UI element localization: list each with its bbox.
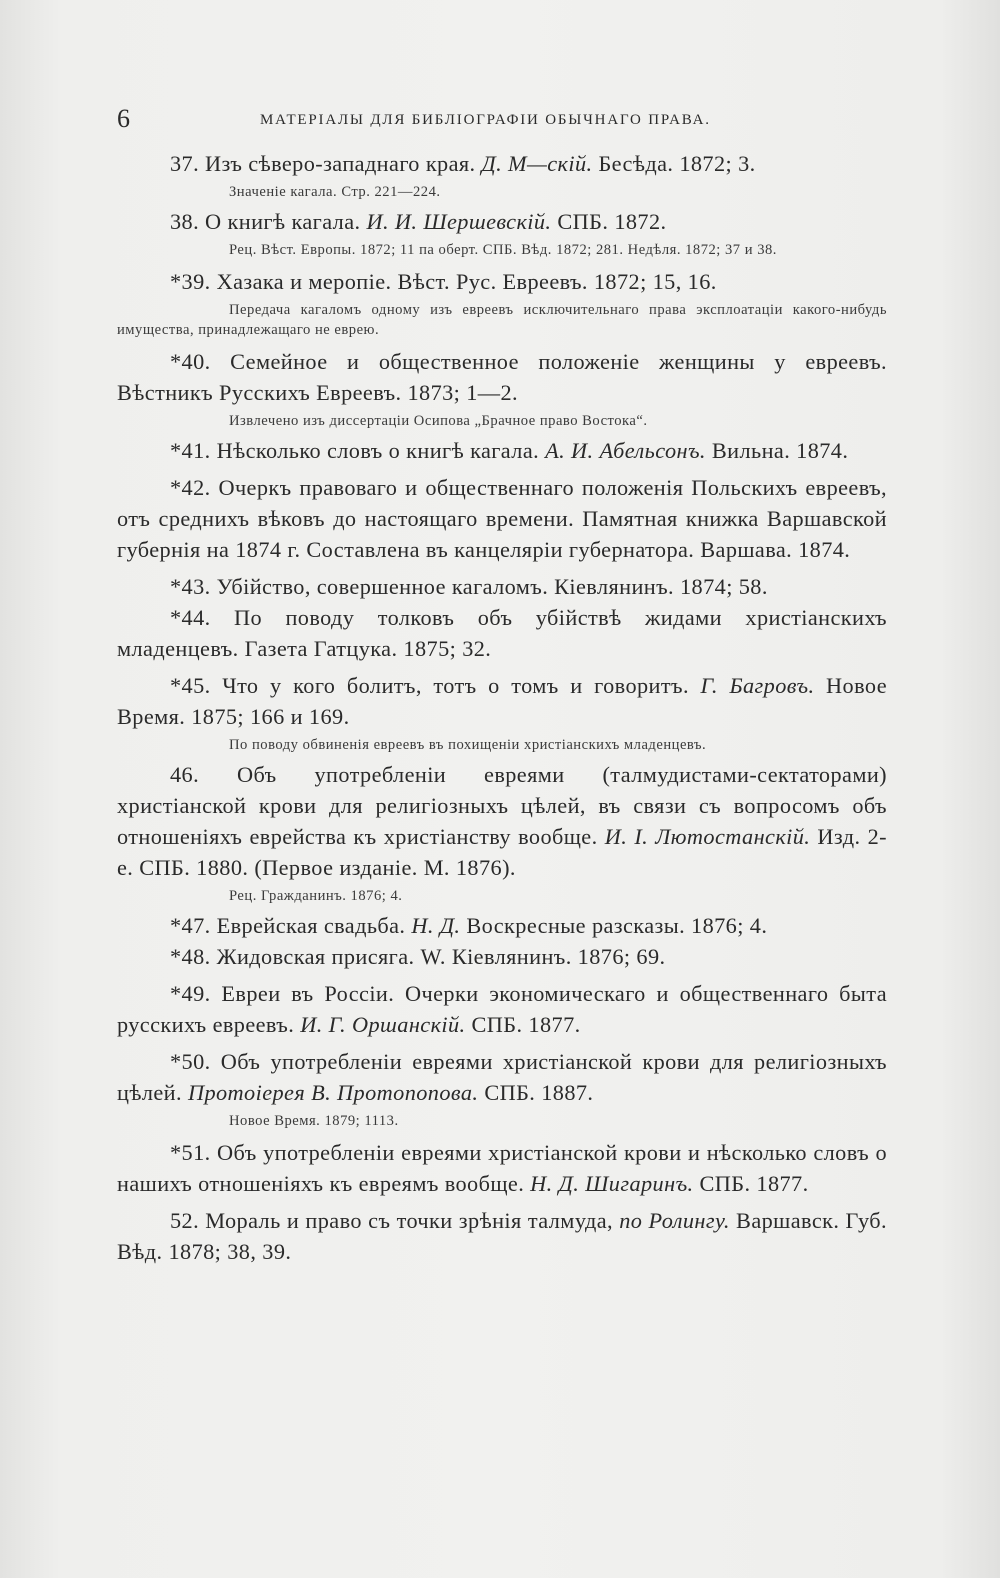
bibliography-entry-46 xyxy=(117,759,887,883)
entry-text: Еврейская свадьба. xyxy=(210,913,412,938)
bibliography-entry-45 xyxy=(117,670,887,732)
entry-text: Жидовская присяга. W. Кіевлянинъ. 1876; 69. xyxy=(210,944,666,969)
entry-text: Семейное и общественное положеніе женщины у евреевъ. Вѣстникъ Русскихъ Евреевъ. 1873; 1—2. xyxy=(117,349,887,405)
entry-number: *42. xyxy=(170,475,211,500)
bibliography-entry-39 xyxy=(117,266,887,297)
bibliography-entry-41 xyxy=(117,435,887,466)
entry-author: Г. Багровъ. xyxy=(700,673,815,698)
entry-author: И. И. Шершевскій. xyxy=(366,209,552,234)
entry-text: Вильна. 1874. xyxy=(705,438,849,463)
bibliography-entry-42 xyxy=(117,472,887,565)
entry-text: Варшавск. Губ. Вѣд. 1878; 38, 39. xyxy=(117,1208,887,1264)
bibliography-list xyxy=(117,148,887,1267)
entry-number: 37. xyxy=(170,151,200,176)
entry-author: Протоіерея В. Протопопова. xyxy=(187,1080,479,1105)
entry-number: *41. xyxy=(170,438,211,463)
entry-text: Что у кого болитъ, тотъ о томъ и говоритъ. xyxy=(210,673,701,698)
bibliography-entry-47 xyxy=(117,910,887,941)
bibliography-entry-43 xyxy=(117,571,887,602)
entry-text: Евреи въ Россіи. Очерки экономическаго и общественнаго быта русскихъ евреевъ. xyxy=(117,981,887,1037)
entry-number: *40. xyxy=(170,349,211,374)
entry-note-50: Новое Время. 1879; 1113. xyxy=(229,1113,399,1129)
entry-text: СПБ. 1887. xyxy=(478,1080,594,1105)
entry-number: *44. xyxy=(170,605,211,630)
entry-text: Объ употребленіи евреями (талмудистами-сектаторами) христіанской крови для религіозныхъ цѣлей, въ связи съ вопросомъ объ отношеніяхъ еврейства къ христіанству вообще. xyxy=(117,762,887,849)
entry-number: *39. xyxy=(170,269,211,294)
entry-note-37: Значеніе кагала. Стр. 221—224. xyxy=(229,184,441,200)
entry-author: И. І. Лютостанскій. xyxy=(604,824,811,849)
entry-note-38: Рец. Вѣст. Европы. 1872; 11 па оберт. СПБ. Вѣд. 1872; 281. Недѣля. 1872; 37 и 38. xyxy=(229,242,777,258)
entry-text: СПБ. 1872. xyxy=(551,209,667,234)
entry-note-40: Извлечено изъ диссертаціи Осипова „Брачное право Востока“. xyxy=(229,413,648,429)
entry-text: СПБ. 1877. xyxy=(693,1171,809,1196)
bibliography-entry-40 xyxy=(117,346,887,408)
entry-number: *43. xyxy=(170,574,211,599)
entry-number: *45. xyxy=(170,673,211,698)
entry-note-39: Передача кагаломъ одному изъ евреевъ исключительнаго права эксплоатаціи какого-нибудь имущества, принадлежащаго не еврею. xyxy=(117,302,887,338)
bibliography-entry-48 xyxy=(117,941,887,972)
entry-note-45: По поводу обвиненія евреевъ въ похищеніи христіанскихъ младенцевъ. xyxy=(229,737,707,753)
entry-number: 46. xyxy=(170,762,200,787)
bibliography-entry-50 xyxy=(117,1046,887,1108)
bibliography-entry-52 xyxy=(117,1205,887,1267)
entry-number: *50. xyxy=(170,1049,211,1074)
entry-text: Нѣсколько словъ о книгѣ кагала. xyxy=(210,438,546,463)
entry-text: Убійство, совершенное кагаломъ. Кіевлянинъ. 1874; 58. xyxy=(210,574,768,599)
entry-text: Хазака и меропіе. Вѣст. Рус. Евреевъ. 1872; 15, 16. xyxy=(210,269,717,294)
entry-text: Мораль и право съ точки зрѣнія талмуда, xyxy=(199,1208,620,1233)
entry-author: Н. Д. xyxy=(411,913,461,938)
entry-text: Бесѣда. 1872; 3. xyxy=(592,151,756,176)
page-number: 6 xyxy=(117,104,130,133)
bibliography-entry-38 xyxy=(117,206,887,237)
entry-text: Новое Время. 1875; 166 и 169. xyxy=(117,673,887,729)
entry-number: *47. xyxy=(170,913,211,938)
entry-note-46: Рец. Гражданинъ. 1876; 4. xyxy=(229,888,403,904)
entry-text: По поводу толковъ объ убійствѣ жидами христіанскихъ младенцевъ. Газета Гатцука. 1875; 32. xyxy=(117,605,887,661)
entry-text: Воскресные разсказы. 1876; 4. xyxy=(460,913,768,938)
bibliography-entry-44 xyxy=(117,602,887,664)
page-header xyxy=(117,104,887,140)
entry-text: СПБ. 1877. xyxy=(465,1012,581,1037)
running-title: МАТЕРIАЛЫ ДЛЯ БИБЛIОГРАФIИ ОБЫЧНАГО ПРАВА. xyxy=(260,112,711,128)
entry-number: 38. xyxy=(170,209,200,234)
entry-number: *48. xyxy=(170,944,211,969)
entry-author: Н. Д. Шигаринъ. xyxy=(530,1171,694,1196)
entry-author: по Ролингу. xyxy=(619,1208,730,1233)
entry-text: Объ употребленіи евреями христіанской крови и нѣсколько словъ о нашихъ отношеніяхъ къ евреямъ вообще. xyxy=(117,1140,887,1196)
entry-text: Объ употребленіи евреями христіанской крови для религіозныхъ цѣлей. xyxy=(117,1049,887,1105)
bibliography-entry-51 xyxy=(117,1137,887,1199)
bibliography-entry-37 xyxy=(117,148,887,179)
entry-text: Очеркъ правоваго и общественнаго положенія Польскихъ евреевъ, отъ среднихъ вѣковъ до настоящаго времени. Памятная книжка Варшавской губернія на 1874 г. Составлена въ канцеляріи губернатора. Варшава. 1874. xyxy=(117,475,887,562)
entry-number: *51. xyxy=(170,1140,211,1165)
entry-author: А. И. Абельсонъ. xyxy=(545,438,706,463)
entry-author: Д. М—скій. xyxy=(481,151,593,176)
entry-author: И. Г. Оршанскій. xyxy=(300,1012,466,1037)
entry-text: О книгѣ кагала. xyxy=(199,209,367,234)
entry-text: Изд. 2-е. СПБ. 1880. (Первое изданіе. М. 1876). xyxy=(117,824,887,880)
bibliography-entry-49 xyxy=(117,978,887,1040)
entry-number: *49. xyxy=(170,981,211,1006)
entry-number: 52. xyxy=(170,1208,200,1233)
entry-text: Изъ сѣверо-западнаго края. xyxy=(199,151,482,176)
